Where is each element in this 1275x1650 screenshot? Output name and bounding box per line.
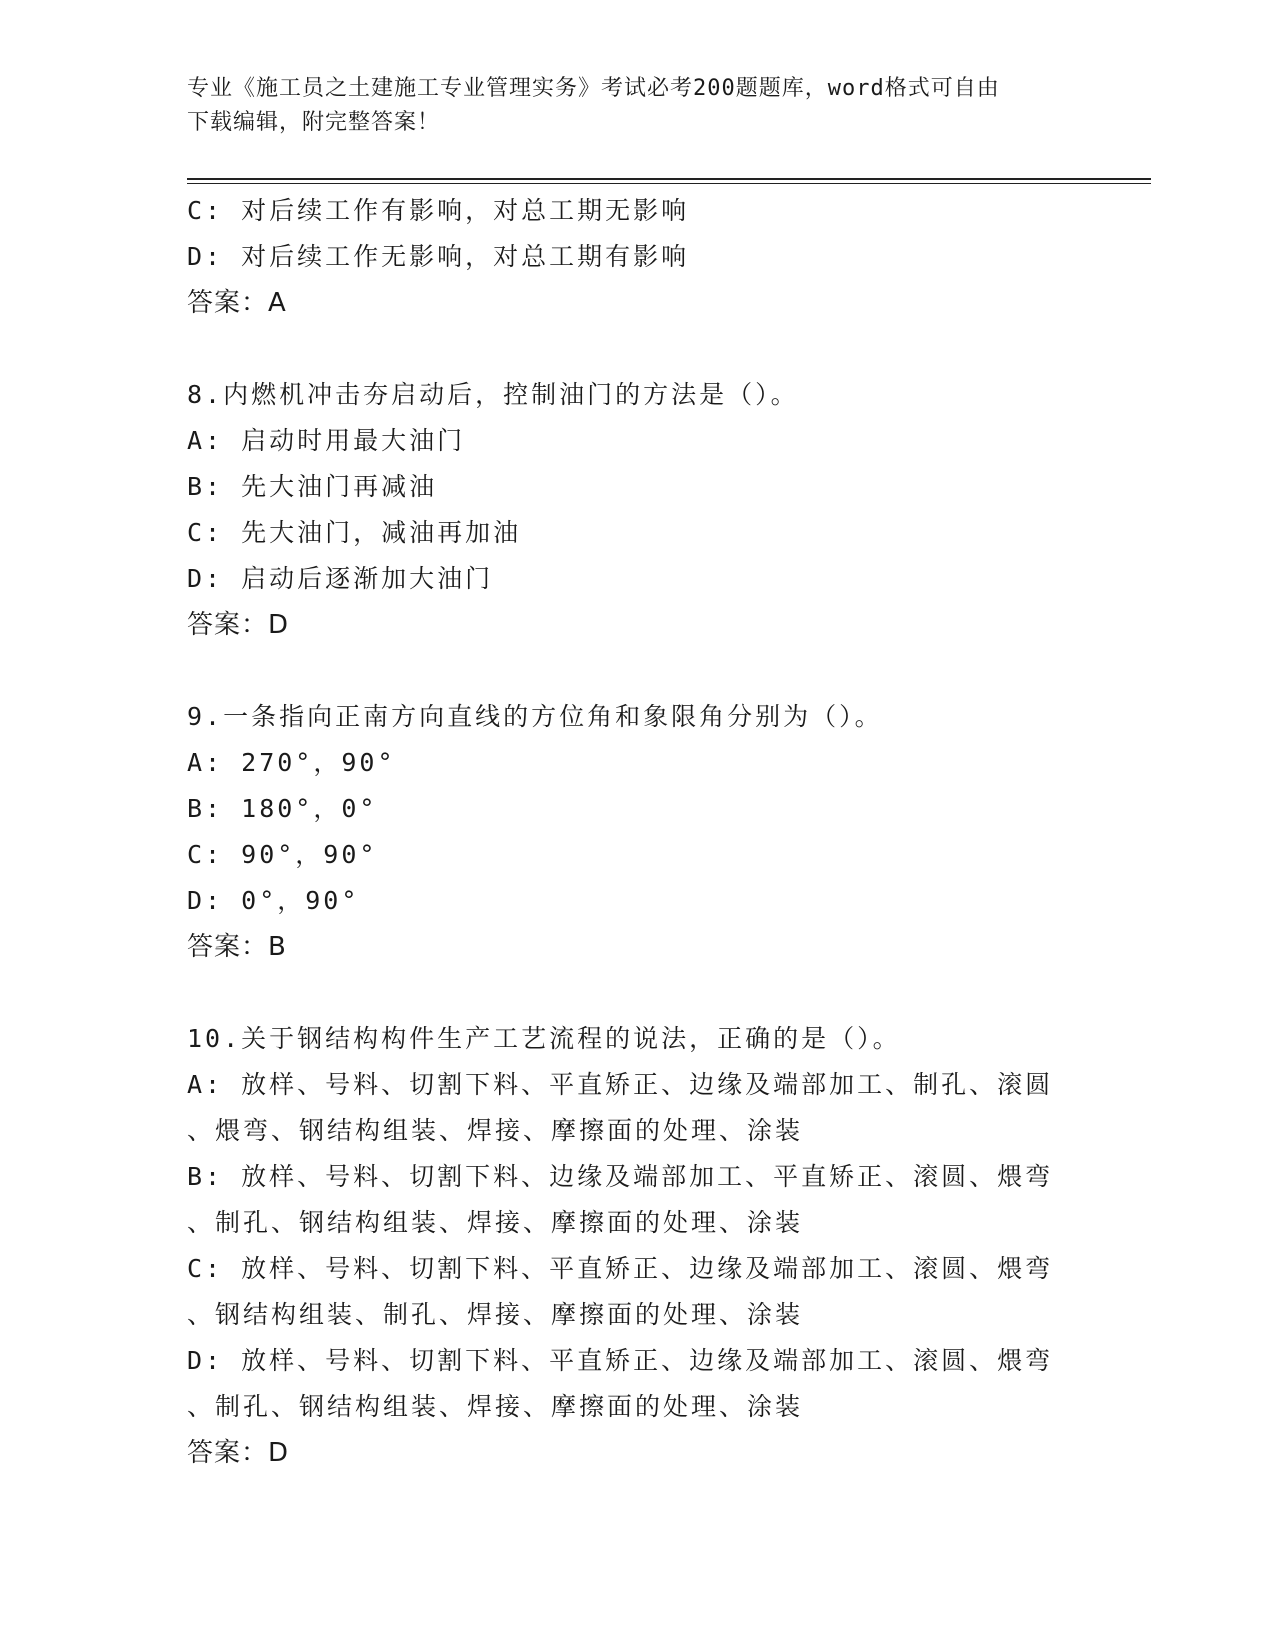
question-list	[187, 188, 1087, 1476]
option-a: A: 270°，90°	[187, 748, 396, 777]
option-d: D: 0°，90°	[187, 886, 360, 915]
answer-line: 答案：D	[187, 1438, 290, 1468]
option-a-line-2: 、煨弯、钢结构组装、焊接、摩擦面的处理、涂装	[187, 1116, 804, 1145]
spacer	[187, 970, 1087, 1016]
header-divider-thin	[187, 183, 1151, 184]
question-8	[187, 372, 1087, 648]
spacer	[187, 326, 1087, 372]
option-d-line-1: D: 放样、号料、切割下料、平直矫正、边缘及端部加工、滚圆、煨弯	[187, 1346, 1054, 1375]
document-header	[187, 72, 1067, 140]
answer-line: 答案：D	[187, 610, 290, 640]
question-9	[187, 694, 1087, 970]
option-a-line-1: A: 放样、号料、切割下料、平直矫正、边缘及端部加工、制孔、滚圆	[187, 1070, 1054, 1099]
option-b-line-2: 、制孔、钢结构组装、焊接、摩擦面的处理、涂装	[187, 1208, 804, 1237]
option-d: D: 启动后逐渐加大油门	[187, 564, 494, 593]
header-divider-thick	[187, 178, 1151, 180]
option-c-line-2: 、钢结构组装、制孔、焊接、摩擦面的处理、涂装	[187, 1300, 804, 1329]
option-d-line-2: 、制孔、钢结构组装、焊接、摩擦面的处理、涂装	[187, 1392, 804, 1421]
header-line-2: 下载编辑，附完整答案！	[187, 110, 441, 135]
answer-line: 答案：A	[187, 288, 287, 318]
option-c-line-1: C: 放样、号料、切割下料、平直矫正、边缘及端部加工、滚圆、煨弯	[187, 1254, 1054, 1283]
option-c: C: 90°，90°	[187, 840, 378, 869]
option-a: A: 启动时用最大油门	[187, 426, 466, 455]
header-line-1: 专业《施工员之土建施工专业管理实务》考试必考200题题库，word格式可自由	[187, 76, 1000, 101]
answer-line: 答案：B	[187, 932, 287, 962]
option-d: D: 对后续工作无影响，对总工期有影响	[187, 242, 690, 271]
question-stem: 9.一条指向正南方向直线的方位角和象限角分别为（）。	[187, 702, 883, 731]
option-b-line-1: B: 放样、号料、切割下料、边缘及端部加工、平直矫正、滚圆、煨弯	[187, 1162, 1054, 1191]
option-b: B: 先大油门再减油	[187, 472, 438, 501]
option-b: B: 180°，0°	[187, 794, 378, 823]
question-10	[187, 1016, 1087, 1476]
spacer	[187, 648, 1087, 694]
question-stem: 8.内燃机冲击夯启动后，控制油门的方法是（）。	[187, 380, 799, 409]
option-c: C: 先大油门，减油再加油	[187, 518, 522, 547]
question-7-continued	[187, 188, 1087, 326]
option-c: C: 对后续工作有影响，对总工期无影响	[187, 196, 690, 225]
question-stem: 10.关于钢结构构件生产工艺流程的说法，正确的是（）。	[187, 1024, 901, 1053]
